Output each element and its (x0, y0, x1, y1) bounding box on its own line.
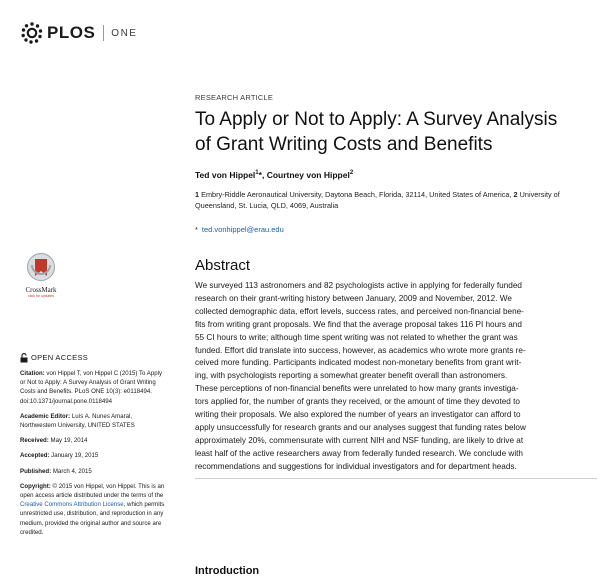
copyright-line: credited. (20, 528, 44, 536)
academic-editor-block (20, 412, 185, 430)
title-line: To Apply or Not to Apply: A Survey Analysis (195, 109, 558, 130)
article-main (195, 93, 597, 479)
editor-line: Northwestern University, UNITED STATES (20, 422, 135, 430)
citation-line: doi:10.1371/journal.pone.0118494 (20, 397, 113, 405)
received-date (20, 436, 185, 445)
plos-logo-icon (20, 21, 44, 45)
citation-block (20, 369, 185, 406)
abstract-line: We surveyed 113 astronomers and 82 psychologists active in applying for federally funded (195, 281, 522, 290)
abstract-line: fits from writing grant proposals. We find that the average proposal takes 116 PI hours and (195, 319, 522, 329)
brand-name: PLOS (47, 23, 96, 42)
citation-line: von Hippel T, von Hippel C (2015) To Apply (44, 370, 163, 377)
citation-line: Costs and Benefits. PLoS ONE 10(3): e0118494. (20, 388, 152, 396)
email-link[interactable]: ted.vonhippel@erau.edu (201, 225, 284, 234)
abstract-divider (195, 478, 597, 479)
affiliation-text: Embry-Riddle Aeronautical University, Daytona Beach, Florida, 32114, United States of America, (199, 190, 514, 199)
journal-name: ONE (111, 27, 138, 39)
accepted-label: Accepted: (20, 452, 50, 460)
received-value: May 19, 2014 (48, 437, 88, 445)
author-name[interactable]: Ted von Hippel (195, 170, 256, 180)
citation-label: Citation: (20, 370, 45, 377)
abstract-line: tors applied for, the number of grants they received, or the amount of time they devoted to (195, 397, 520, 407)
abstract-line: These perceptions of non-financial benefits were unrelated to how many grants investiga- (195, 384, 519, 394)
abstract-line: ceived more funding. Participants indicated modest non-monetary benefits from grant writ- (195, 358, 522, 368)
crossmark-badge[interactable] (20, 253, 62, 298)
abstract-line: collected demographic data, effort levels, success rates, and perceived non-financial bene- (195, 306, 524, 316)
author-affiliation-mark: 2 (349, 170, 354, 177)
abstract-line: ing, with psychologists reporting a somewhat greater benefit overall than astronomers. (195, 371, 508, 381)
published-value: March 4, 2015 (51, 467, 92, 475)
accepted-value: January 19, 2015 (49, 452, 99, 460)
journal-header (20, 20, 137, 46)
open-access-text: OPEN ACCESS (31, 353, 89, 363)
author-list (195, 170, 597, 180)
article-title (195, 107, 597, 157)
corresponding-mark: * (195, 225, 198, 234)
affiliation-number: 2 (513, 190, 518, 199)
copyright-line: , which permits (123, 501, 165, 509)
copyright-line: open access article distributed under the terms of the (20, 492, 164, 500)
author-name[interactable]: Courtney von Hippel (266, 170, 350, 180)
abstract-line: recommendations and suggestions for individual investigators and for department heads. (195, 461, 517, 471)
published-date (20, 467, 185, 476)
citation-line: or Not to Apply: A Survey Analysis of Grant Writing (20, 379, 156, 387)
copyright-block (20, 482, 185, 537)
abstract-line: least half of the active researchers away from federally funded research. We conclude with (195, 448, 523, 458)
abstract-line: apply unsuccessfully for research grants and our analyses suggest that funding rates below (195, 422, 526, 432)
published-label: Published: (20, 467, 52, 475)
abstract-line: research on their grant-writing history between January, 2009 and November, 2012. We (195, 293, 512, 303)
copyright-line: unrestricted use, distribution, and reproduction in any (20, 510, 164, 518)
article-type: RESEARCH ARTICLE (195, 93, 274, 102)
crossmark-icon (26, 253, 56, 285)
abstract-heading: Abstract (195, 257, 251, 274)
received-label: Received: (20, 437, 49, 445)
corresponding-mark: * (258, 170, 262, 180)
copyright-label: Copyright: (20, 482, 51, 490)
crossmark-sub: click for updates (28, 294, 54, 298)
editor-line: Luís A. Nunes Amaral, (70, 412, 133, 420)
article-info-sidebar (20, 353, 185, 543)
open-lock-icon (20, 353, 28, 363)
open-access-label (20, 353, 185, 363)
introduction-heading: Introduction (195, 565, 260, 577)
copyright-line: © 2015 von Hippel, von Hippel. This is an (50, 482, 165, 490)
title-line: of Grant Writing Costs and Benefits (195, 134, 493, 155)
author-affiliation-mark: 1 (255, 170, 259, 177)
accepted-date (20, 451, 185, 460)
crossmark-label: CrossMark (25, 286, 57, 294)
abstract-line: writing their proposals. We also explored the number of years an investigator can afford to (195, 410, 521, 420)
license-link[interactable]: Creative Commons Attribution License (20, 501, 124, 509)
abstract-line: 55 CI hours to write; although time spent writing was not related to whether the grant was (195, 332, 518, 342)
header-divider (103, 25, 104, 41)
abstract-text (195, 280, 597, 474)
editor-label: Academic Editor: (20, 412, 71, 420)
abstract-line: funded. Effort did translate into success, however, as academics who wrote more grants re- (195, 345, 526, 355)
affiliation-number: 1 (195, 190, 200, 199)
affiliation-text: University of Queensland, St. Lucia, QLD, 4069, Australia (195, 190, 560, 210)
correspondence-email (195, 225, 597, 234)
abstract-line: approximately 20%, commensurate with current NIH and NSF funding, are likely to drive at (195, 435, 524, 445)
affiliations (195, 190, 597, 211)
author-separator: , (261, 170, 267, 180)
copyright-line: medium, provided the original author and source are (20, 519, 162, 527)
